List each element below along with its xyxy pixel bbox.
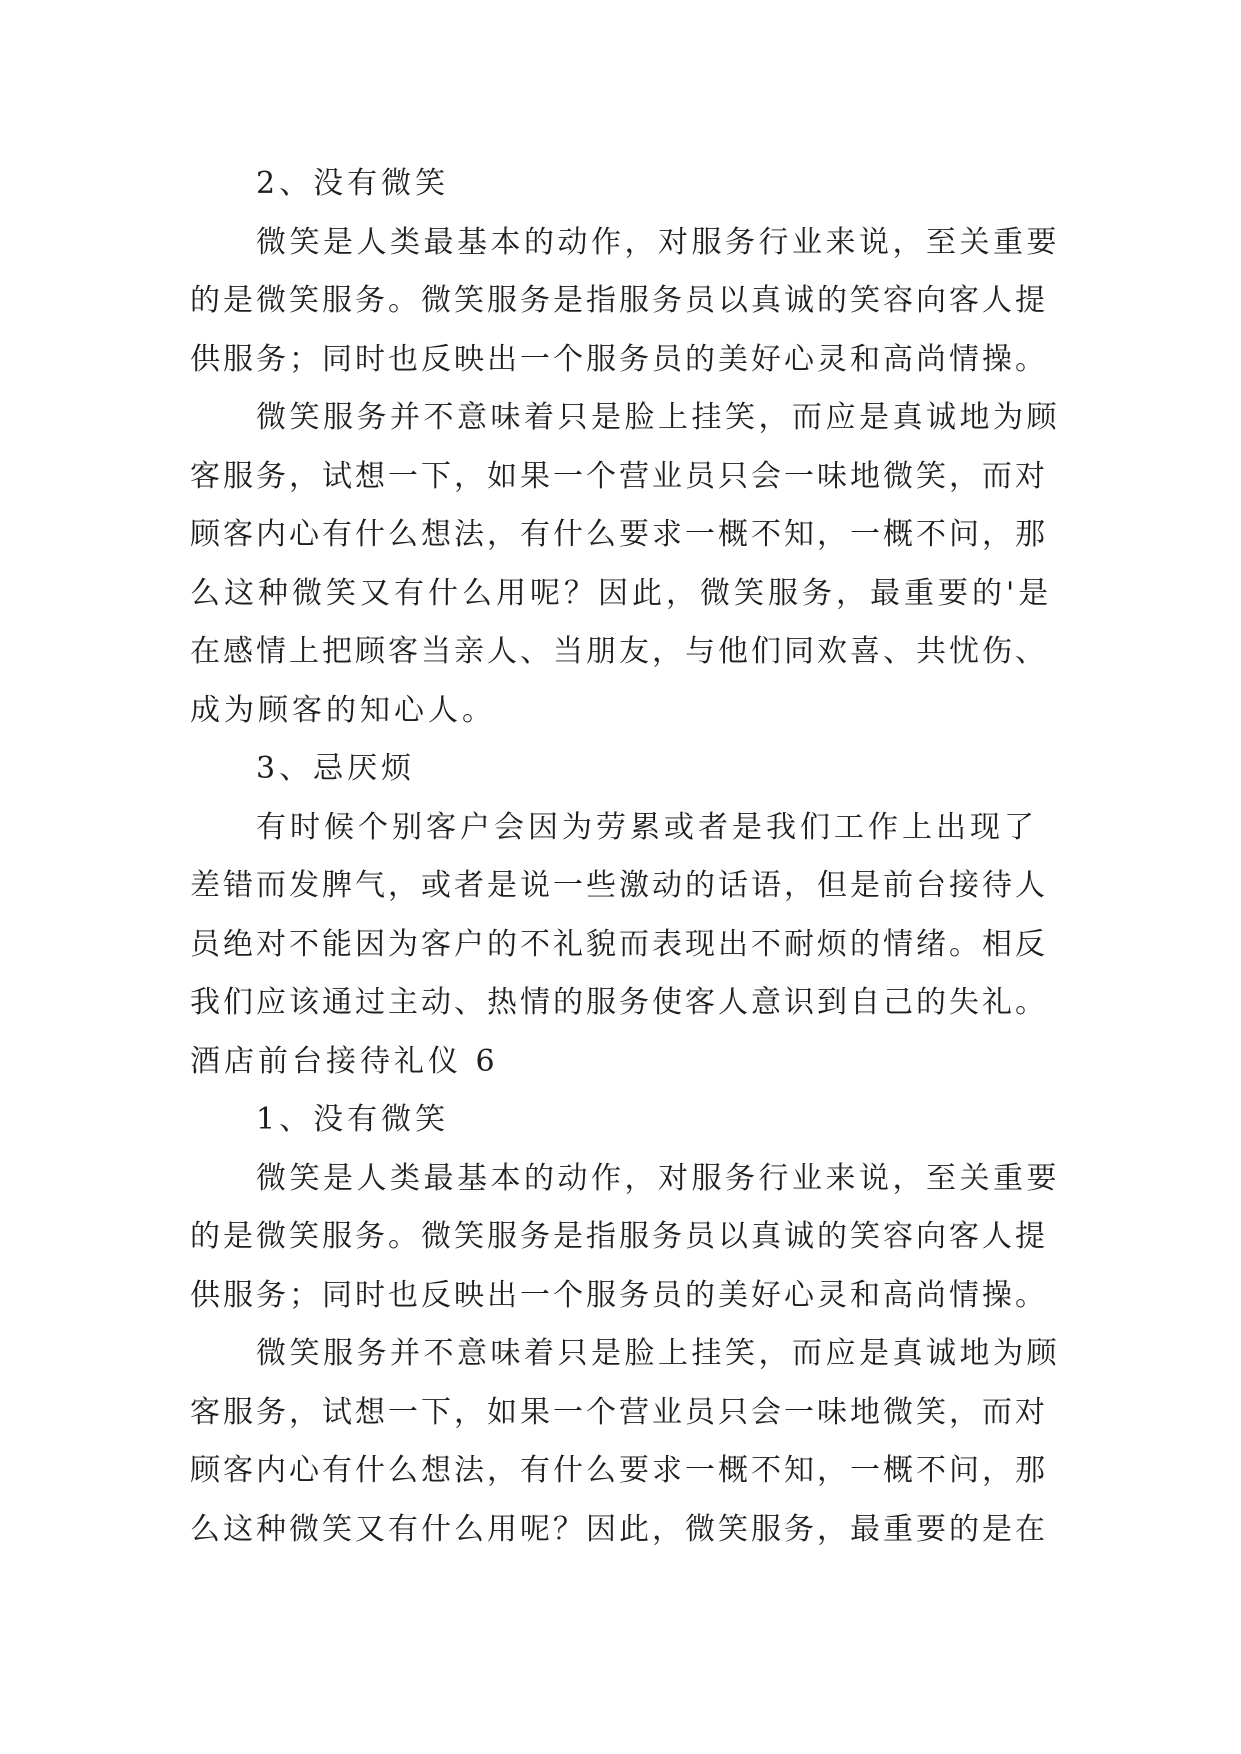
text-line: 的是微笑服务。微笑服务是指服务员以真诚的笑容向客人提 [190, 283, 1048, 318]
text-line: 供服务；同时也反映出一个服务员的美好心灵和高尚情操。 [190, 1277, 1048, 1313]
text-line: 么这种微笑又有什么用呢？因此，微笑服务，最重要的是在 [190, 1511, 1048, 1547]
text-line: 么这种微笑又有什么用呢？因此，微笑服务，最重要的'是 [190, 575, 1053, 611]
text-line: 在感情上把顾客当亲人、当朋友，与他们同欢喜、共忧伤、 [190, 634, 1048, 669]
text-line: 微笑服务并不意味着只是脸上挂笑，而应是真诚地为顾 [256, 1336, 1060, 1371]
text-line: 客服务，试想一下，如果一个营业员只会一味地微笑，而对 [190, 1394, 1048, 1430]
document-body [190, 155, 1060, 1559]
text-line: 微笑是人类最基本的动作，对服务行业来说，至关重要 [256, 1160, 1060, 1196]
text-line: 酒店前台接待礼仪 6 [190, 1043, 499, 1079]
text-line: 1、没有微笑 [256, 1102, 450, 1137]
text-line: 员绝对不能因为客户的不礼貌而表现出不耐烦的情绪。相反 [190, 926, 1048, 962]
text-line: 供服务；同时也反映出一个服务员的美好心灵和高尚情操。 [190, 341, 1048, 377]
text-line: 差错而发脾气，或者是说一些激动的话语，但是前台接待人 [190, 868, 1048, 903]
text-line: 2、没有微笑 [256, 166, 450, 201]
text-line: 的是微笑服务。微笑服务是指服务员以真诚的笑容向客人提 [190, 1219, 1048, 1254]
text-line: 有时候个别客户会因为劳累或者是我们工作上出现了 [256, 809, 1038, 845]
text-line: 客服务，试想一下，如果一个营业员只会一味地微笑，而对 [190, 458, 1048, 494]
text-line: 3、忌厌烦 [256, 751, 416, 786]
text-line: 顾客内心有什么想法，有什么要求一概不知，一概不问，那 [190, 517, 1048, 552]
text-line: 成为顾客的知心人。 [190, 692, 496, 728]
text-line: 我们应该通过主动、热情的服务使客人意识到自己的失礼。 [190, 985, 1048, 1020]
text-line: 顾客内心有什么想法，有什么要求一概不知，一概不问，那 [190, 1453, 1048, 1488]
text-line: 微笑服务并不意味着只是脸上挂笑，而应是真诚地为顾 [256, 400, 1060, 435]
text-line: 微笑是人类最基本的动作，对服务行业来说，至关重要 [256, 224, 1060, 260]
